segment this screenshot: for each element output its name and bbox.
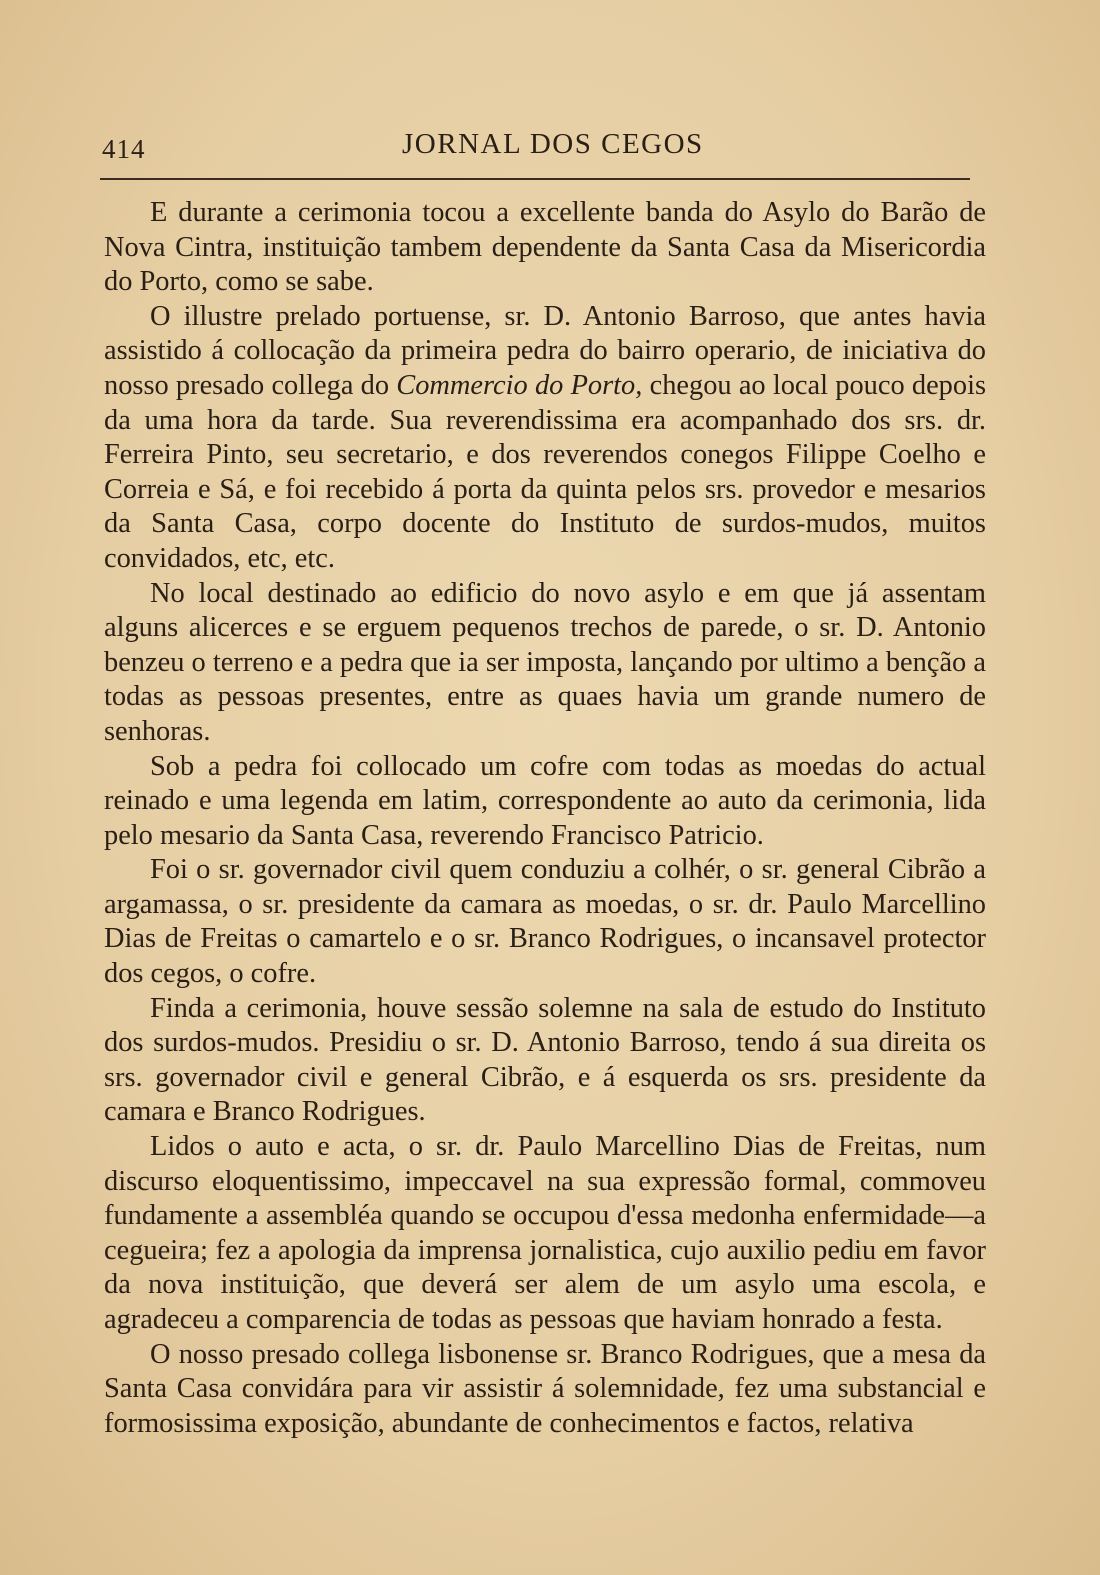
paragraph: O nosso presado collega lisbonense sr. Branco Rodrigues, que a mesa da Santa Casa convidára para vir assistir á solemnidade, fez uma substancial e formosissima exposição, abundante de conhecimentos e factos, relativa	[104, 1338, 986, 1439]
header-rule	[100, 178, 970, 180]
running-title: JORNAL DOS CEGOS	[402, 128, 704, 160]
page-number: 414	[102, 134, 146, 164]
paragraph: O illustre prelado portuense, sr. D. Antonio Barroso, que antes havia assistido á collocação da primeira pedra do bairro operario, de iniciativa do nosso presado collega do Commercio do Porto, chegou ao local pouco depois da uma hora da tarde. Sua reverendissima era acompanhado dos srs. dr. Ferreira Pinto, seu secretario, e dos reverendos conegos Filippe Coelho e Correia e Sá, e foi recebido á porta da quinta pelos srs. provedor e mesarios da Santa Casa, corpo docente do Instituto de surdos-mudos, muitos convidados, etc, etc.	[104, 300, 987, 574]
paragraph: Sob a pedra foi collocado um cofre com todas as moedas do actual reinado e uma legenda em latim, correspondente ao auto da cerimonia, lida pelo mesario da Santa Casa, reverendo Francisco Patricio.	[104, 750, 986, 851]
paragraph: E durante a cerimonia tocou a excellente banda do Asylo do Barão de Nova Cintra, instituição tambem dependente da Santa Casa da Misericordia do Porto, como se sabe.	[104, 197, 986, 298]
body-text	[104, 196, 986, 1441]
paragraph: Finda a cerimonia, houve sessão solemne na sala de estudo do Instituto dos surdos-mudos. Presidiu o sr. D. Antonio Barroso, tendo á sua direita os srs. governador civil e general Cibrão, e á esquerda os srs. presidente da camara e Branco Rodrigues.	[104, 992, 986, 1128]
paragraph: Foi o sr. governador civil quem conduziu a colhér, o sr. general Cibrão a argamassa, o sr. presidente da camara as moedas, o sr. dr. Paulo Marcellino Dias de Freitas o camartelo e o sr. Branco Rodrigues, o incansavel protector dos cegos, o cofre.	[104, 854, 986, 990]
page-header	[100, 118, 970, 178]
paragraph: No local destinado ao edificio do novo asylo e em que já assentam alguns alicerces e se erguem pequenos trechos de parede, o sr. D. Antonio benzeu o terreno e a pedra que ia ser imposta, lançando por ultimo a benção a todas as pessoas presentes, entre as quaes havia um grande numero de senhoras.	[104, 577, 986, 747]
newspaper-title: Commercio do Porto,	[396, 369, 643, 401]
paragraph: Lidos o auto e acta, o sr. dr. Paulo Marcellino Dias de Freitas, num discurso eloquentissimo, impeccavel na sua expressão formal, commoveu fundamente a assembléa quando se occupou d'essa medonha enfermidade—a cegueira; fez a apologia da imprensa jornalistica, cujo auxilio pediu em favor da nova instituição, que deverá ser alem de um asylo uma escola, e agradeceu a comparencia de todas as pessoas que haviam honrado a festa.	[104, 1131, 986, 1335]
